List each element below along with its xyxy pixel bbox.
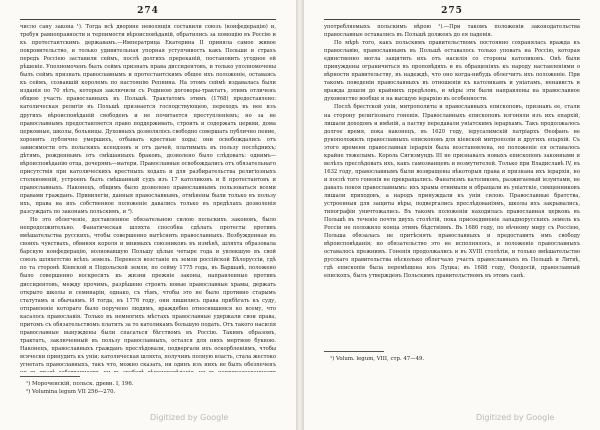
footnote: ¹) Мороченскій, польск. древн. I, 196.: [26, 381, 134, 387]
footnote-rule: [324, 351, 384, 352]
paragraph: число сану закона ¹). Тогда всѣ дворяне неволящія составили союзъ (конфедерацію) и, требуя равноправности и терпимости вѣроисповѣданій, обратились за помощію въ Россію и къ протестантскимъ державамъ.—Императрица Екатерина II приняла самое живое покровительство, и только удивительная упорная уступчивость какъ Польши и страхъ передъ Россіею заставили сеймъ, послѣ долгихъ пререканій, постановить угодное ей рѣшеніе. Уполномоченъ былъ сеймъ признать права диссидентовъ, и только уполномочены былъ сеймъ признать православнымъ и протестантскимъ общее ихъ положеніе, оставаясь къ сеймъ, созвавшій королемъ по настоянію Репнина. На этомъ сеймѣ издавалась были изданія по 70 лѣтъ, которыя заключили съ Родиною договоры-трактатъ, этимъ отличенъ общею участь православныхъ въ Польшѣ. Трактатомъ этимъ (1768) предоставлено: католическая религія въ Польшѣ признается господствующею, переходъ въ нее изъ другихъ вѣроисповѣданій свободенъ и не почитается преступленіемъ; но за не православнымъ предоставляется право поддерживать, строить и содержать церкви, дома церковные, школы, больницы. Духовныхъ дозволялось свободно совершать публично пение, хоронить публично умершихъ, отбывать крестные ходы; они освобождались отъ зависимости отъ польскихъ ксендзовъ и отъ дачей, платимыхъ въ пользу послѣднихъ; дѣтямъ, рожденнымъ отъ смѣшанныхъ браковъ, дозволено было слѣдовать: однимъ—вѣроисповѣданію отца, дочерямъ—матери. Православные освобождались отъ обязательнаго присутствія при католическихъ крестныхъ ходахъ и для разбирательства религіозныхъ столкновеній, устроенъ былъ смѣшанный судъ изъ 17 католиковъ и 8 протестантовъ и православныхъ. Наконецъ, общимъ было дозволено православнымъ пользоваться всеми правами гражданъ. Привилегіи, данныя православнымъ, отмѣнены были только въ пользу ихъ, права на ихъ собственное положеніе давались только въ предѣлахъ дозволенія разсуждать по законамъ польскимъ, и ²).: [20, 24, 276, 216]
header-rule: [20, 19, 276, 20]
page-number: 274: [137, 6, 159, 16]
header-rule: [324, 19, 580, 20]
footnote: ²) Volumina legum VII 256—270.: [26, 389, 116, 395]
paragraph: Но это облегченіе, доставленное обязательною силою польскихъ законовъ, было непродолжительно. Фанатическая шляхта способна сдѣлать протесты противъ вмѣшательства русскихъ, чтобы совершенно вытѣснить православныхъ. Возбужденная въ своихъ чувствахъ, обвиняя короля и мнимыхъ союзниковъ въ измѣнѣ, шляхта образовала барскую конфедерацію, волновавшую Польшу цѣлые четыре года и увлекшую въ свой союзъ шляхетство всѣхъ земель. Перенеся возстаніе въ земли россійской Бѣлоруссіи, гдѣ по та сторонѣ Кіевской и Подольской земли, по сейму 1775 года, въ Варшавѣ, положено было совершенно воскресить къ жизни прежніе законы, направленные противъ диссидентовъ, между прочимъ, разрѣшено строить новые православные храмы, держать открыто школы и семинаріи, однако, съ тѣмъ, чтобы это не было противно старымъ статутамъ и обычаямъ. И тогда, въ 1776 году, они лишились права прибѣгать къ суду, отправленіе котораго было поручено людямъ, враждебно относившимся ко всему, что касалось православія. Только въ немногихъ мѣстахъ православные удержали свои права, притомъ съ обязательствомъ платить за то католикамъ большую подать. Отъ такого насилія православные вынуждены были спасаться бѣгствомъ въ Россію. Такимъ образомъ, трактатъ, заключенный въ пользу православныхъ, остался для нихъ мертвою буквою. Наконецъ, православныхъ гражданъ преслѣдовали, подвергали ихъ оскорбленіямъ, чтобы всячески принудить къ уніи; католическая шляхта, получивъ полную власть, стала жестоко угнетать православныхъ, такъ что, можно сказать, ни одинъ изъ нихъ не былъ обезпеченъ: [20, 217, 276, 368]
google-watermark: [476, 413, 554, 422]
left-page-text: [20, 23, 276, 372]
paragraph: Послѣ брестской уніи, митрополиты и православныхъ епископовъ, признавъ ее, стали на сторону религіознаго гоненія. Православныхъ епископовъ изгоняли изъ ихъ епархій, лишали доходовъ и имѣній, а паству передавали уніатскимъ іерархамъ. Такъ продолжалось долгое время, пока наконецъ, въ 1620 году, іерусалимскій патріархъ Ѳеофанъ не рукоположилъ православныхъ епископовъ для кіевской митрополіи и другихъ епархій. Съ этого времени православная іерархія была возстановлена, но положеніе ея оставалось крайне тяжелымъ. Король Сигизмундъ III не признавалъ новыхъ епископовъ законными и велѣлъ преслѣдовать ихъ, какъ самозванцевъ и возмутителей. Только при Владиславѣ IV, въ 1632 году, православнымъ были возвращены нѣкоторыя права и признана ихъ іерархія, но и послѣ того гоненія не прекращались. Фанатизмъ католиковъ, разжигаемый іезуитами, не давалъ покоя православнымъ: ихъ храмы отнимали и обращали въ уніатскіе, священниковъ лишали приходовъ, а народъ принуждали къ уніи силою. Православные братства, устроенныя для защиты вѣры, подвергались преслѣдованіямъ, школы ихъ закрывались, типографіи уничтожались. Въ такомъ положеніи находилась православная церковь въ Польшѣ въ теченіе почти двухъ столѣтій, пока присоединеніе западнорусскихъ земель къ Россіи не положило конца этимъ бѣдствіямъ. Въ 1686 году, по вѣчному миру съ Россіею, Польша обязалась не притѣснять православныхъ и предоставить имъ свободу вѣроисповѣданія; но обязательство это не исполнялось, и положеніе православныхъ оставалось прежнимъ. Гоненія продолжались и въ XVIII столѣтіи, и только вмѣшательство русскаго правительства нѣсколько облегчало участь православныхъ въ Польшѣ и Литвѣ, гдѣ епископія была перемѣщена изъ Луцка; въ 1688 году, Ѳеодосій, православный епископъ, былъ утвержденъ Польскимъ правительствомъ въ этомъ санѣ.: [324, 104, 580, 280]
right-page: [304, 0, 600, 430]
right-page-text: [324, 23, 580, 346]
paragraph: употребляемыхъ польскимъ вѣрою ¹).—При такомъ положеніи законодательства православные оставались въ Польшѣ долженъ до ея паденія.: [324, 24, 580, 39]
watermark-text: Digitized by Google: [476, 413, 555, 422]
page-number: 275: [441, 6, 463, 16]
paragraph: По мѣрѣ того, какъ польскимъ правительствомъ постоянно сохранялась вражда къ православію, православнымъ въ Польшѣ оставалось только уповать на Россію, которая единственно могла защитить ихъ отъ насилія со стороны католиковъ. Онѣ были принуждены ограничиться въ проповѣдяхъ и въ обращеніяхъ къ народу наставленіями о вѣрности правительству, въ надеждѣ, что оно когда-нибудь облегчитъ ихъ положеніе. При такомъ поведеніи православныхъ въ отношеніи къ католикамъ и уніатамъ, ненависть и вражда дошли до крайнихъ предѣловъ, и мѣры эти были направлены на православное духовенство вообще и на высшую іерархію въ особенности.: [324, 40, 580, 103]
book-gutter: [296, 0, 304, 430]
watermark-text: Digitized by Google: [150, 413, 229, 422]
footnote: ¹) Volum. legum, VIII, стр. 47—49.: [330, 356, 425, 362]
google-watermark: [150, 413, 228, 422]
footnote-rule: [20, 376, 80, 377]
footnotes: [330, 355, 580, 363]
left-page: [0, 0, 296, 430]
footnotes: [26, 380, 276, 396]
